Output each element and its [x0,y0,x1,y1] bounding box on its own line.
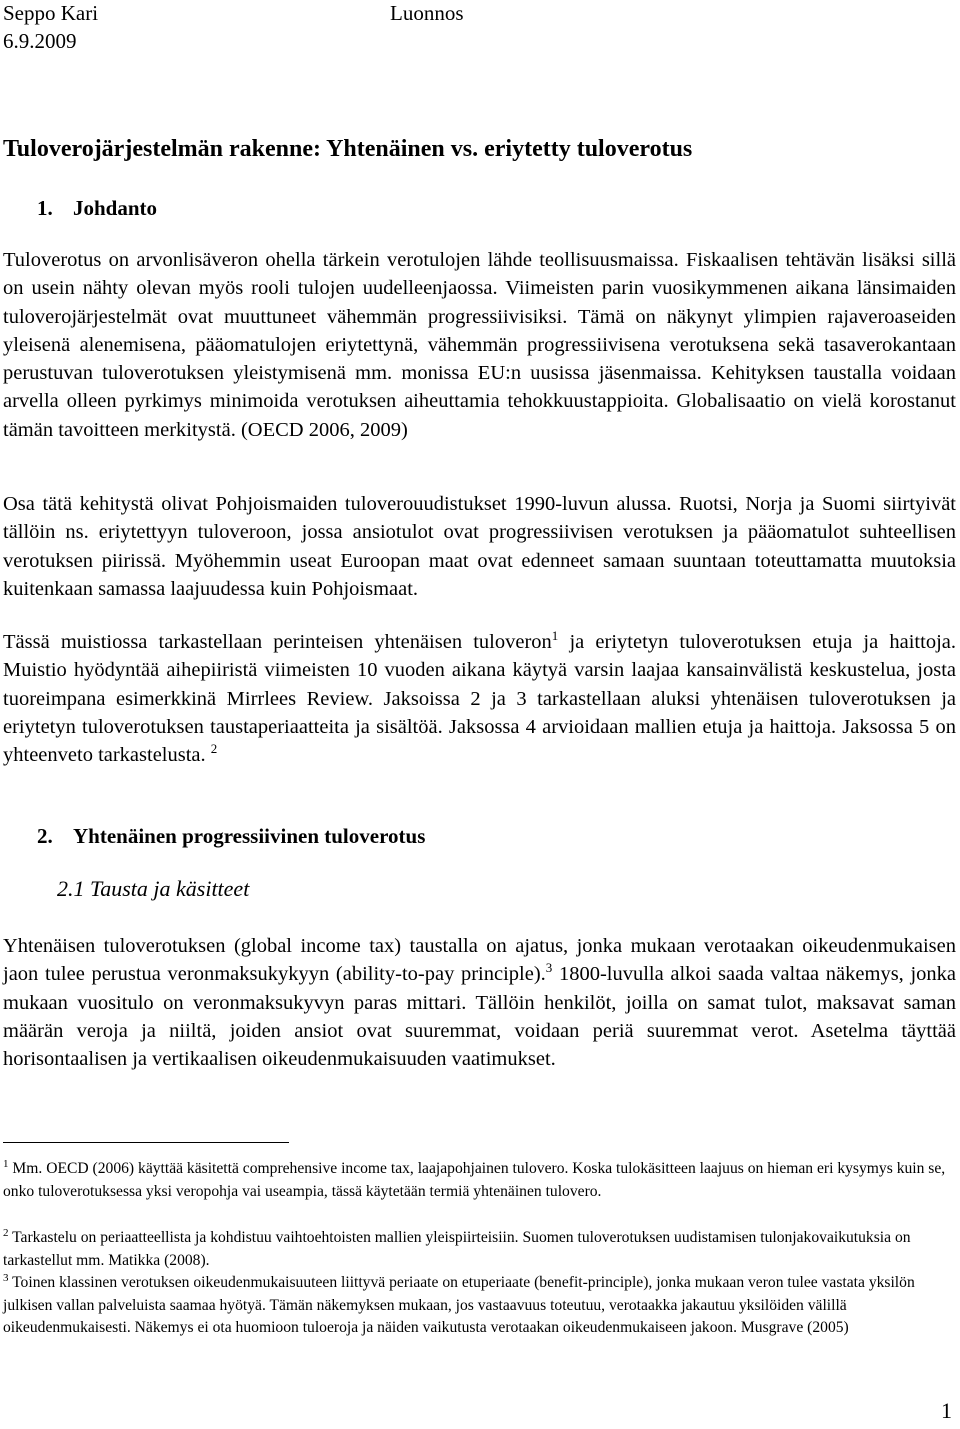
footnote-reference[interactable]: 1 [551,628,559,644]
paragraph-text: 1800-luvulla alkoi saada valtaa näkemys, jonka mukaan vuositulo on veronmaksukyvyn paras mittari. Tällöin henkilöt, joilla on samat tulot, maksavat saman määrän veroja ja niiltä, joiden ansiot ovat suuremmat, voidaan periä suuremmat verot. Asetelma täyttää horisontaalisen ja vertikaalisen oikeudenmukaisuuden vaatimukset. [3,963,956,1071]
paragraph-text: Tässä muistiossa tarkastellaan perinteisen yhtenäisen tuloveron [3,631,552,653]
footnote-3 [3,1272,956,1340]
footnote-mark: 1 [3,1157,9,1170]
paragraph-nordic-reform: Osa tätä kehitystä olivat Pohjoismaiden tuloverouudistukset 1990-luvun alussa. Ruotsi, Norja ja Suomi siirtyivät tällöin ns. eriytettyyn tuloveroon, jossa ansiotulot ovat progressiivisen verotuksen ja pääomatulot suhteellisen verotuksen piirissä. Myöhemmin useat Euroopan maat ovat edenneet samaan suuntaan toteuttamatta muutoksia kuitenkaan samassa laajuudessa kuin Pohjoismaat. [3,493,956,600]
section-number: 2. [37,824,53,848]
paragraph-text: Yhtenäisen tuloverotuksen (global income tax) taustalla on ajatus, jonka mukaan verotaakan oikeudenmukaisen jaon tulee perustua veronmaksukykyyn (ability-to-pay principle). [3,935,956,986]
header-date: 6.9.2009 [3,29,77,53]
footnote-text: Tarkastelu on periaatteellista ja kohdistuu vaihtoehtoisten mallien yleispiirteisiin. Suomen tuloverotuksen uudistamisen tulonjakovaikutuksia on tarkastellut mm. Matikka (2008). [3,1229,911,1269]
footnote-text: Mm. OECD (2006) käyttää käsitettä comprehensive income tax, laajapohjainen tulovero. Koska tulokäsitteen laajuus on hieman eri kysymys kuin se, onko tuloverotuksessa yksi veropohja vai useampia, tässä käytetään termiä yhtenäinen tulovero. [3,1160,946,1200]
footnote-reference[interactable]: 2 [210,741,218,757]
footnote-1 [3,1158,956,1203]
page-number: 1 [941,1398,952,1423]
footnote-separator [3,1142,289,1143]
paragraph-global-income-tax [3,932,956,1073]
footnote-reference[interactable]: 3 [545,960,553,976]
header-author: Seppo Kari [3,1,99,25]
section-heading-1 [37,196,157,221]
header-status: Luonnos [390,1,464,25]
footnote-text: Toinen klassinen verotuksen oikeudenmukaisuuteen liittyvä periaate on etuperiaate (benefit-principle), jonka mukaan veron tulee vastata yksilön julkisen vallan palveluista saamaa hyötyä. Tämän näkemyksen mukaan, jos vastaavuus toteutuu, verotaakka jakautuu yksilöiden välillä oikeudenmukaisesti. Näkemys ei ota huomioon tuloeroja ja näiden vaikutusta verotaakan oikeudenmukaiseen jakoon. Musgrave (2005) [3,1274,915,1336]
footnote-2 [3,1227,956,1272]
section-heading-2 [37,824,425,849]
footnote-mark: 3 [3,1271,9,1284]
section-number: 1. [37,196,53,220]
section-title: Johdanto [73,196,158,220]
paragraph-text: ja eriytetyn tuloverotuksen etuja ja haittoja. Muistio hyödyntää aihepiiristä viimeisten 10 vuoden aikana käytyä varsin laajaa kansainvälistä keskustelua, josta tuoreimpana esimerkkinä Mirrlees Review. Jaksoissa 2 ja 3 tarkastellaan aluksi yhtenäisen tuloverotuksen ja eriytetyn tuloverotuksen taustaperiaatteita ja sisältöä. Jaksossa 4 arvioidaan mallien etuja ja haittoja. Jaksossa 5 on yhteenveto tarkastelusta. [3,631,956,767]
section-title: Yhtenäinen progressiivinen tuloverotus [73,824,426,848]
subsection-heading: 2.1 Tausta ja käsitteet [57,876,250,901]
paragraph-memo-scope [3,628,956,769]
document-title: Tuloverojärjestelmän rakenne: Yhtenäinen vs. eriytetty tuloverotus [3,136,693,162]
footnote-mark: 2 [3,1226,9,1239]
paragraph-intro: Tuloverotus on arvonlisäveron ohella tärkein verotulojen lähde teollisuusmaissa. Fiskaalisen tehtävän lisäksi sillä on usein nähty olevan myös rooli tulojen uudelleenjaossa. Viimeisten parin vuosikymmenen aikana länsimaiden tuloverojärjestelmät ovat muuttuneet vähemmän progressiivisiksi. Tämä on näkynyt ylimpien rajaveroaseiden yleisenä alenemisena, pääomatulojen eriytettynä, vähemmän progressiivisena verotuksena sekä tasaverokantaan perustuvan tuloverotuksen yleistymisenä mm. monissa EU:n uusissa jäsenmaissa. Kehityksen taustalla voidaan arvella olleen pyrkimys minimoida verotuksen aiheuttamia tehokkuustappioita. Globalisaatio on vielä korostanut tämän tavoitteen merkitystä. (OECD 2006, 2009) [3,249,956,441]
